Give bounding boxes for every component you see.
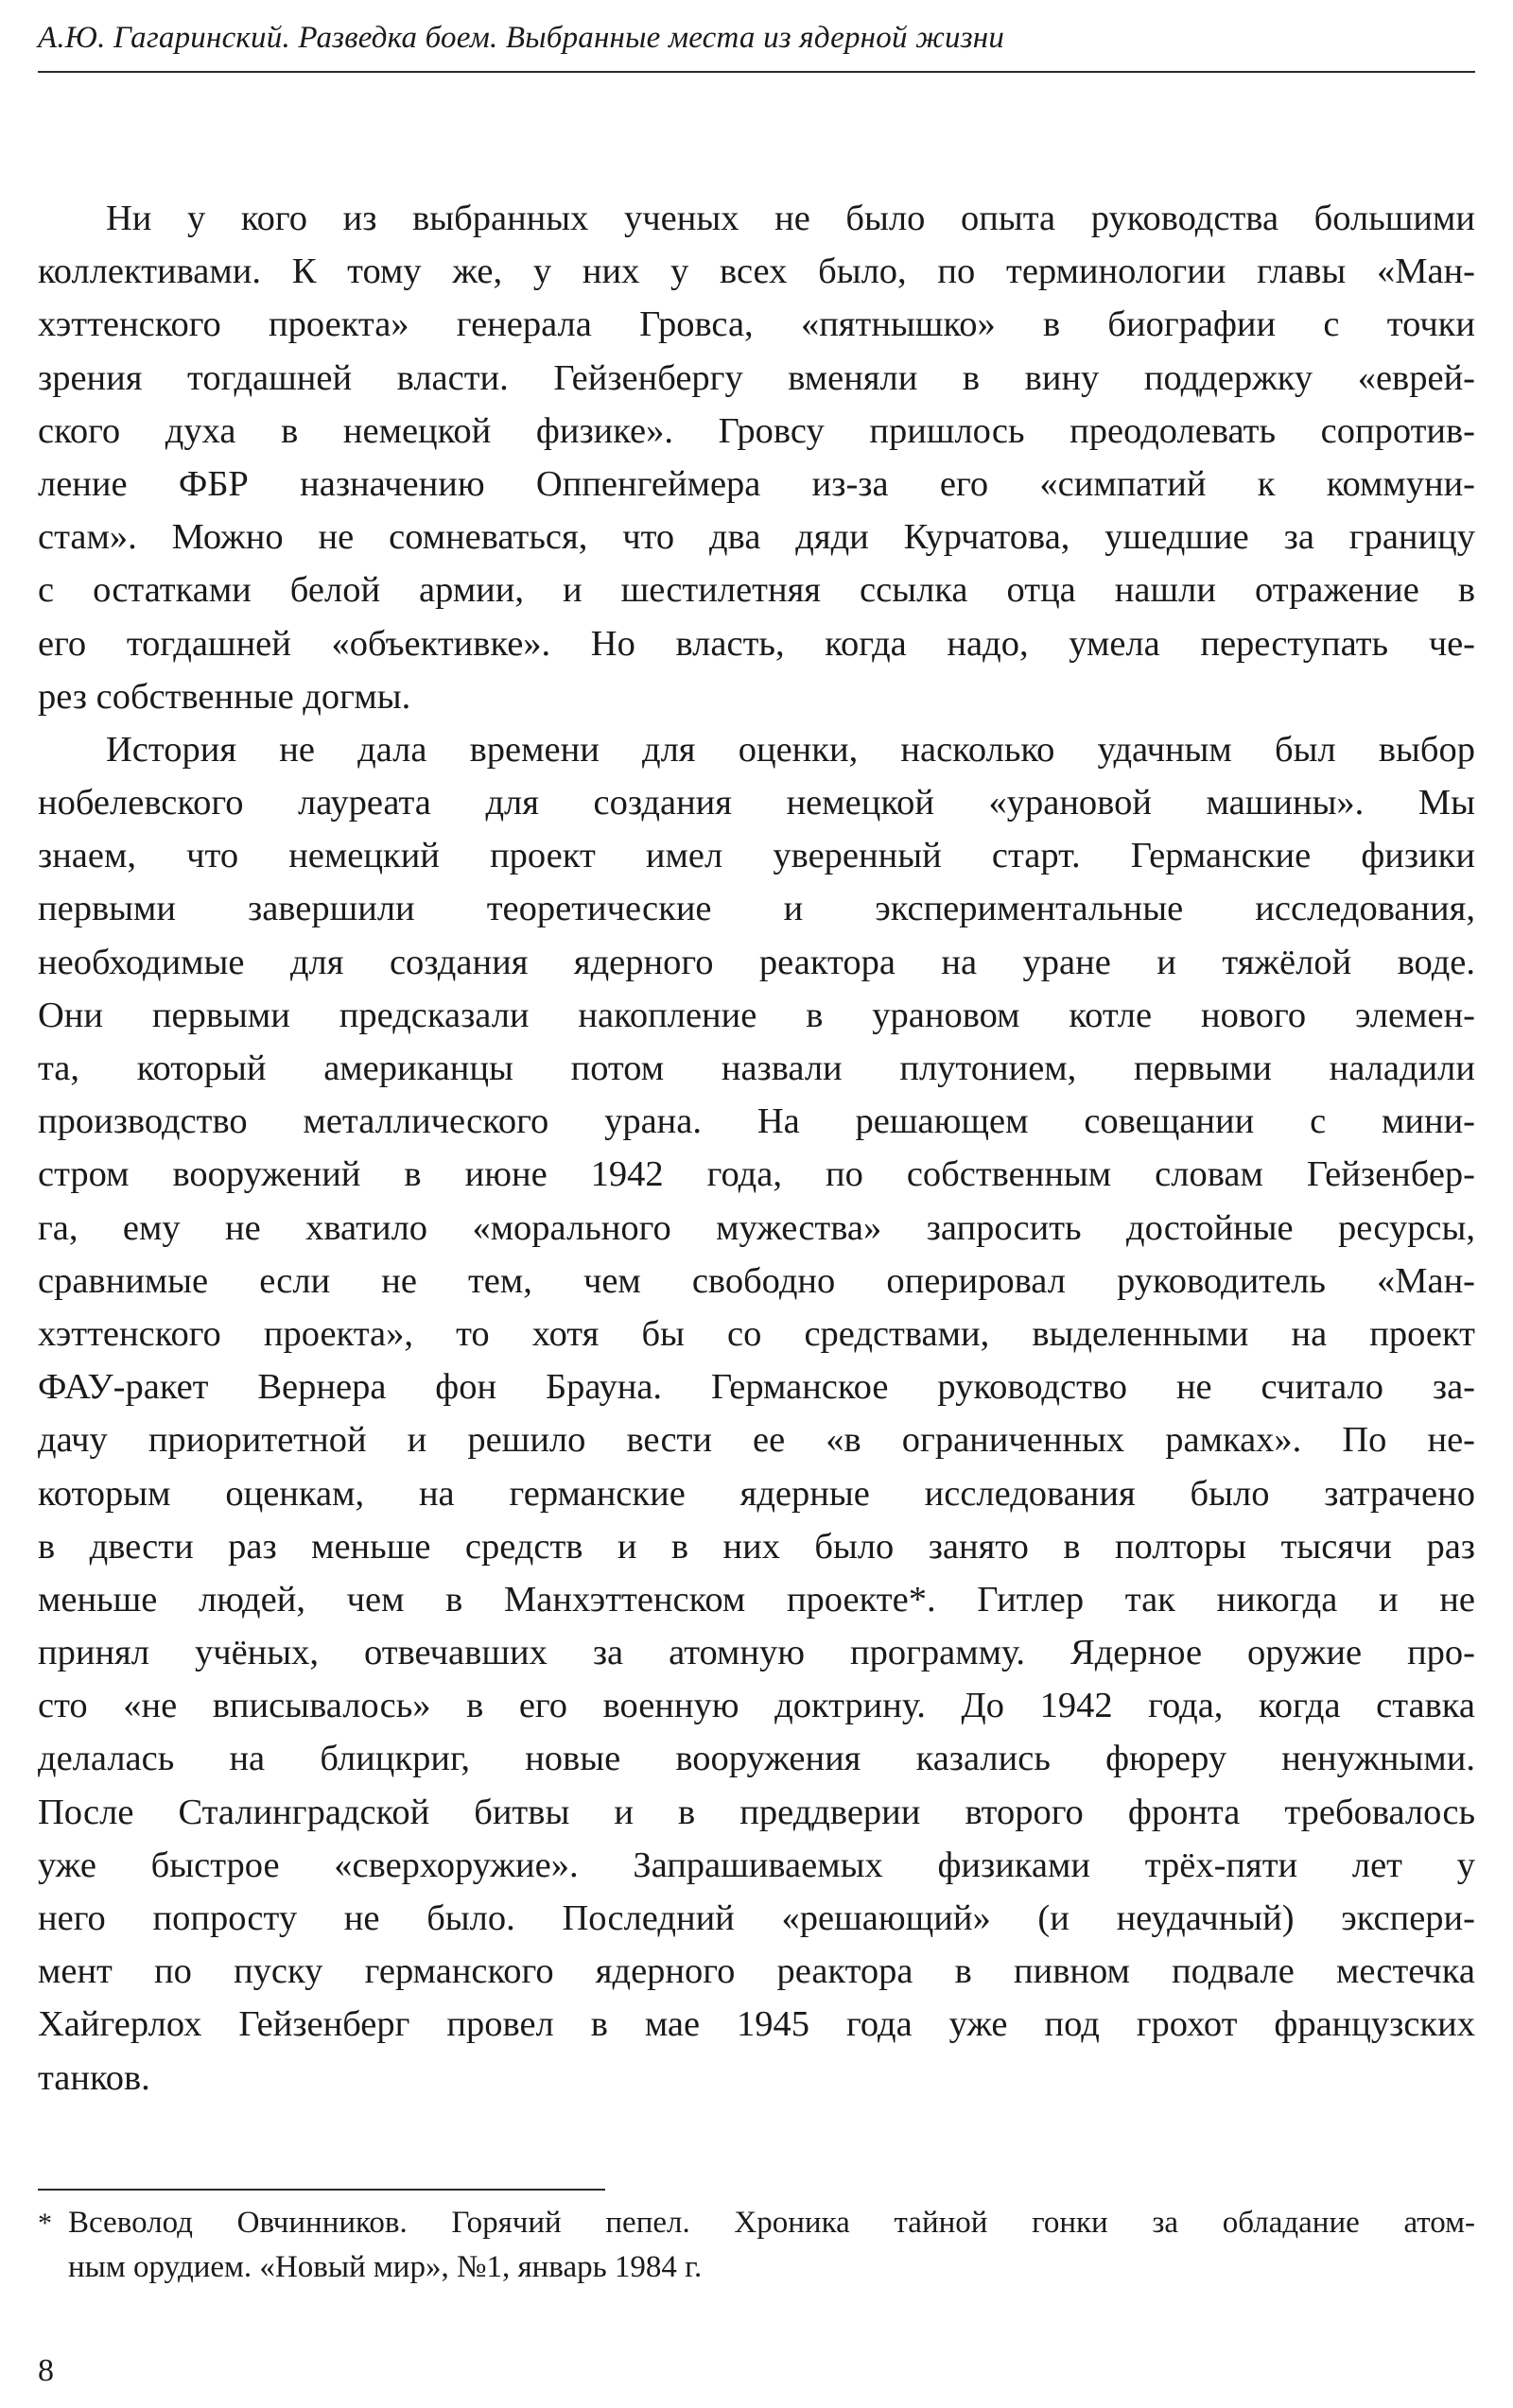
- header-rule: [38, 71, 1475, 73]
- text-line: хэттенского проекта» генерала Гровса, «пятнышко» в биографии с точки: [38, 304, 1475, 345]
- text-line: рез собственные догмы.: [38, 676, 411, 717]
- text-line: сравнимые если не тем, чем свободно оперировал руководитель «Ман-: [38, 1260, 1475, 1301]
- text-line: танков.: [38, 2057, 150, 2098]
- text-line: принял учёных, отвечавших за атомную программу. Ядерное оружие про-: [38, 1633, 1475, 1673]
- text-line: ление ФБР назначению Оппенгеймера из-за его «симпатий к коммуни-: [38, 463, 1475, 504]
- text-line: Хайгерлох Гейзенберг провел в мае 1945 года уже под грохот французских: [38, 2004, 1475, 2045]
- text-line: дачу приоритетной и решило вести ее «в ограниченных рамках». По не-: [38, 1420, 1475, 1461]
- text-line: хэттенского проекта», то хотя бы со средствами, выделенными на проект: [38, 1313, 1475, 1354]
- main-text: [38, 192, 1475, 2105]
- footnote-rule: [38, 2189, 605, 2191]
- text-line: коллективами. К тому же, у них у всех было, по терминологии главы «Ман-: [38, 251, 1475, 292]
- text-line: га, ему не хватило «морального мужества» запросить достойные ресурсы,: [38, 1207, 1475, 1248]
- text-line: делалась на блицкриг, новые вооружения казались фюреру ненужными.: [38, 1739, 1475, 1779]
- text-line: него попросту не было. Последний «решающий» (и неудачный) экспери-: [38, 1898, 1475, 1938]
- text-line: которым оценкам, на германские ядерные исследования было затрачено: [38, 1473, 1475, 1514]
- text-line: первыми завершили теоретические и экспериментальные исследования,: [38, 889, 1475, 929]
- footnote-line: [38, 2201, 1475, 2245]
- footnote: [38, 2201, 1475, 2290]
- text-line: с остатками белой армии, и шестилетняя ссылка отца нашли отражение в: [38, 570, 1475, 611]
- text-line: История не дала времени для оценки, насколько удачным был выбор: [106, 729, 1475, 770]
- text-line: меньше людей, чем в Манхэттенском проекте*. Гитлер так никогда и не: [38, 1579, 1475, 1620]
- page-number: 8: [38, 2353, 54, 2388]
- text-line: производство металлического урана. На решающем совещании с мини-: [38, 1101, 1475, 1142]
- text-line: Они первыми предсказали накопление в урановом котле нового элемен-: [38, 995, 1475, 1035]
- text-line: Ни у кого из выбранных ученых не было опыта руководства большими: [106, 199, 1475, 238]
- text-line: уже быстрое «сверхоружие». Запрашиваемых физиками трёх-пяти лет у: [38, 1845, 1475, 1885]
- text-line: сто «не вписывалось» в его военную доктрину. До 1942 года, когда ставка: [38, 1686, 1475, 1726]
- text-line: знаем, что немецкий проект имел уверенный старт. Германские физики: [38, 836, 1475, 876]
- text-line: После Сталинградской битвы и в преддверии второго фронта требовалось: [38, 1792, 1475, 1832]
- footnote-marker: *: [38, 2208, 52, 2239]
- running-header: А.Ю. Гагаринский. Разведка боем. Выбранные места из ядерной жизни: [38, 21, 1005, 55]
- text-line: зрения тогдашней власти. Гейзенбергу вменяли в вину поддержку «еврей-: [38, 357, 1475, 398]
- text-line: в двести раз меньше средств и в них было занято в полторы тысячи раз: [38, 1526, 1475, 1567]
- text-line: ФАУ-ракет Вернера фон Брауна. Германское руководство не считало за-: [38, 1367, 1475, 1408]
- text-line: необходимые для создания ядерного реактора на уране и тяжёлой воде.: [38, 942, 1475, 982]
- text-line: его тогдашней «объективке». Но власть, когда надо, умела переступать че-: [38, 623, 1475, 664]
- text-line: нобелевского лауреата для создания немецкой «урановой машины». Мы: [38, 783, 1475, 823]
- text-line: та, который американцы потом назвали плутонием, первыми наладили: [38, 1048, 1475, 1088]
- footnote-text-1: Всеволод Овчинников. Горячий пепел. Хроника тайной гонки за обладание атом-: [68, 2206, 1475, 2240]
- text-line: стам». Можно не сомневаться, что два дяди Курчатова, ушедшие за границу: [38, 517, 1475, 558]
- text-line: мент по пуску германского ядерного реактора в пивном подвале местечка: [38, 1951, 1475, 1992]
- footnote-line: ным орудием. «Новый мир», №1, январь 1984 г.: [68, 2250, 703, 2284]
- text-line: стром вооружений в июне 1942 года, по собственным словам Гейзенбер-: [38, 1154, 1475, 1195]
- text-line: ского духа в немецкой физике». Гровсу пришлось преодолевать сопротив-: [38, 410, 1475, 451]
